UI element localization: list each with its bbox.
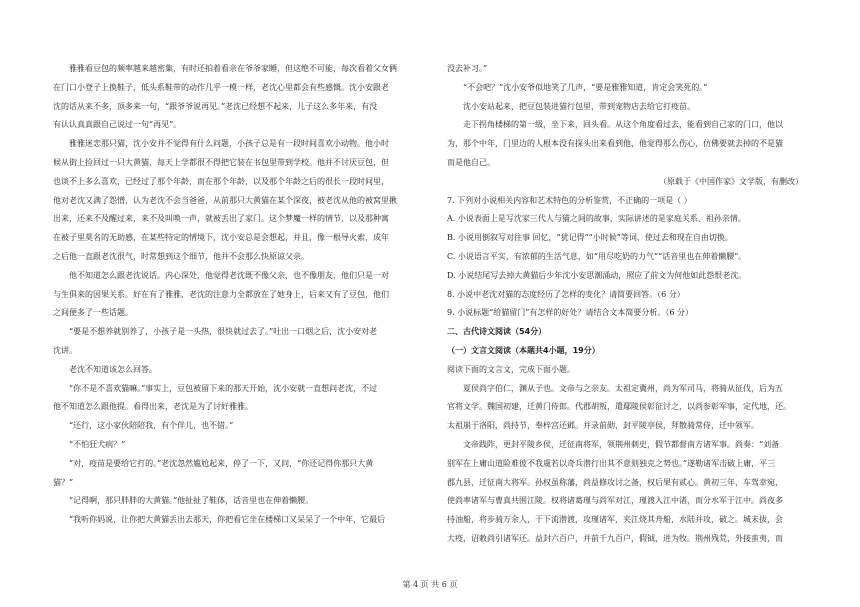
text-line: B. 小说用倒叙写对往事 回忆，“犹记得”“小时候”等词，使过去和现在自由切换。: [447, 233, 733, 243]
text-line: “你不是不喜欢猫嘛。”事实上，豆包被留下来的那天开始，沈小安就一直想问老沈，不过: [69, 383, 378, 393]
left-column: [53, 60, 423, 530]
text-line: 9. 小说标题“给猫留门”有怎样的好处？请结合文本简要分析。（6 分）: [447, 308, 693, 318]
text-line: “不怕狂犬病？”: [69, 439, 126, 449]
text-line: 文帝践阼，更封平陵乡侯，迁征南将军，领荆州刺史，假节都督南方诸军事。尚奏：“刘备: [463, 439, 780, 449]
text-line: “对，疫苗是要给它打的。”老沈忽然尴尬起来，停了一下，又问，“你还记得你那只大黄: [69, 458, 374, 468]
text-line: 他不知道怎么跟他提。看得出来，老沈是为了讨好雅雅。: [53, 402, 253, 412]
text-line: 沈小安站起来，把豆包装进猫行包里，带到宠物店去给它打疫苗。: [463, 101, 695, 111]
text-line: 阅读下面的文言文，完成下面小题。: [447, 364, 575, 374]
text-line: 官将文学。魏国初建，迁黄门侍郎。代郡胡叛，遣鄢陵侯彰征讨之，以尚参彰军事，定代地，还。: [447, 402, 791, 412]
text-line: 为，那个中年，门里边的人根本没有探头出来看到他，他觉得那么伤心，仿佛要就去掉的不是猫: [447, 139, 783, 149]
text-line: 而是他自己。: [447, 157, 495, 167]
text-line: 他对老沈又满了怨憎，认为老沈不会当爸爸，从前那只大黄猫在某个深夜，被老沈从他的被窝里揪: [53, 195, 397, 205]
text-line: “不会吧？”沈小安爷似地笑了几声，“要是雅雅知道，肯定会笑死的。”: [463, 82, 708, 92]
text-line: 候从街上捡回过一只大黄猫，每天上学都很不得把它装在书包里带到学校。他并不讨厌豆包，但: [53, 157, 389, 167]
text-line: 郡九县，迁征南大将军。孙权虽称藩，尚益修攻讨之备，权后果有贰心。黄初三年，车驾幸宛，: [447, 477, 783, 487]
text-line: 与生俱来的因果关系。好在有了雅雅，老沈的注意力全都放在了她身上，后来又有了豆包，他们: [53, 289, 389, 299]
text-line: 猫？”: [53, 477, 74, 487]
text-line: A. 小说表面上是写沈家三代人与猫之间的故事，实际讲述的是家庭关系、祖孙亲情。: [447, 214, 746, 224]
text-line: 雅雅看豆包的频率越来越密集，有时还拍着看亲在爷爷家睡，但这绝不可能，每次看着父女俩: [69, 64, 397, 73]
text-line: 8. 小说中老沈对猫的态度经历了怎样的变化？请简要回答。（6 分）: [447, 289, 685, 299]
text-line: 之间便多了一些话题。: [53, 308, 133, 318]
text-line: 老沈不知道该怎么回答。: [69, 364, 157, 374]
text-line: 二、古代诗文阅读（54分）: [447, 327, 547, 337]
text-line: 7. 下列对小说相关内容和艺术特色的分析鉴赏，不正确的一项是（ ）: [447, 195, 692, 205]
text-line: 之后他一直跟老沈很气，时常想到这个细节，他并不会那么快原谅父亲。: [53, 251, 309, 261]
text-line: “还行，这小家伙陪陪我，有个伴儿，也不错。”: [69, 421, 234, 431]
text-line: 别军在上庸山道险难彼不我虞若以奇兵潜行出其不意则独克之势也。”遂勒诸军击破上庸，平三: [447, 458, 776, 468]
page-footer: 第 4 页 共 6 页: [402, 580, 458, 589]
text-line: “要是不想养就别养了，小孩子是一头热，很快就过去了。”吐出一口烟之后，沈小安对老: [69, 327, 378, 337]
text-line: 在被子里莫名的无助感，在某些特定的情境下，沈小安总是会想起，并且，像一根导火索，成年: [53, 233, 389, 243]
text-line: （一）文言文阅读（本题共4小题，19分）: [447, 345, 600, 355]
text-line: 使尚率诸军与曹真共围江陵。权将诸葛瑾与尚军对江，瑾渡入江中渚，而分水军于江中。尚夜多: [447, 496, 783, 506]
right-column: [447, 60, 817, 549]
text-line: （原载于《中国作家》文学版，有删改）: [659, 176, 803, 186]
text-line: 大疫，诏敕尚引诸军还。益封六百户，并前千九百户，假钺，进为牧。荆州残荒，外接蛮夷，而: [447, 533, 783, 543]
text-line: 在门口小登子上换鞋子，低头系鞋带的动作几乎一模一样，老沈心里都会有些感慨。沈小安跟老: [53, 82, 389, 92]
text-line: 走下拐角楼梯的第一级，坐下来，回头看。从这个角度看过去，能看到自己家的门口，他以: [463, 120, 783, 130]
text-line: 夏侯尚字伯仁，渊从子也。文帝与之亲友。太祖定冀州，尚为军司马，将骑从征伐，后为五: [463, 383, 783, 393]
text-line: “我听你妈说，让你把大黄猫丢出去那天，你把看它坐在楼梯口又呆呆了一个中年，它最后: [69, 515, 386, 525]
text-line: 雅雅迷恋那只猫，沈小安并不觉得有什么问题，小孩子总是有一段时间喜欢小动物。他小时: [69, 139, 389, 149]
text-line: 持油船，将步骑万余人，于下流潜渡，攻瑾诸军，夹江烧其舟船，水陆并攻，破之。城未拔，会: [447, 515, 783, 525]
text-line: 没去补习。”: [447, 64, 488, 73]
text-line: 太祖崩于洛阳，尚持节，奉梓宫还邺。并录前勋，封平陵亭侯，拜散骑常侍，迁中领军。: [447, 421, 759, 431]
text-line: 沈讲。: [53, 345, 77, 355]
text-line: D. 小说结尾写去掉大黄猫后少年沈小安思潮涌动，照应了前文为何他如此怨恨老沈。: [447, 270, 747, 280]
text-line: C. 小说语言平实，有浓郁的生活气息，如“用尽吃奶的力气”“话音里也在伸着懒腰”。: [447, 251, 747, 261]
text-line: 他不知道怎么跟老沈说话。内心深处，他觉得老沈既不像父亲，也不像朋友，他们只是一对: [69, 270, 389, 280]
text-line: 有认认真真跟自己说过一句“再见”。: [53, 120, 182, 130]
text-line: 沈的话从来不多，顶多来一句，“跟爷爷说再见。”老沈已经想不起来，儿子这么多年来，有没: [53, 101, 378, 111]
text-line: “记得啊，那只胖胖的大黄猫。”他扯扯了鞋体，话音里也在伸着懒腰。: [69, 496, 314, 506]
text-line: 出来，还来不及醒过来，来不及叫唤一声，就被丢出了家门。这个梦魔一样的情节，以及那种寓: [53, 214, 389, 224]
text-line: 也谈不上多么喜欢，已经过了那个年龄，而在那个年龄，以及那个年龄之后的很长一段时间里，: [53, 176, 389, 186]
